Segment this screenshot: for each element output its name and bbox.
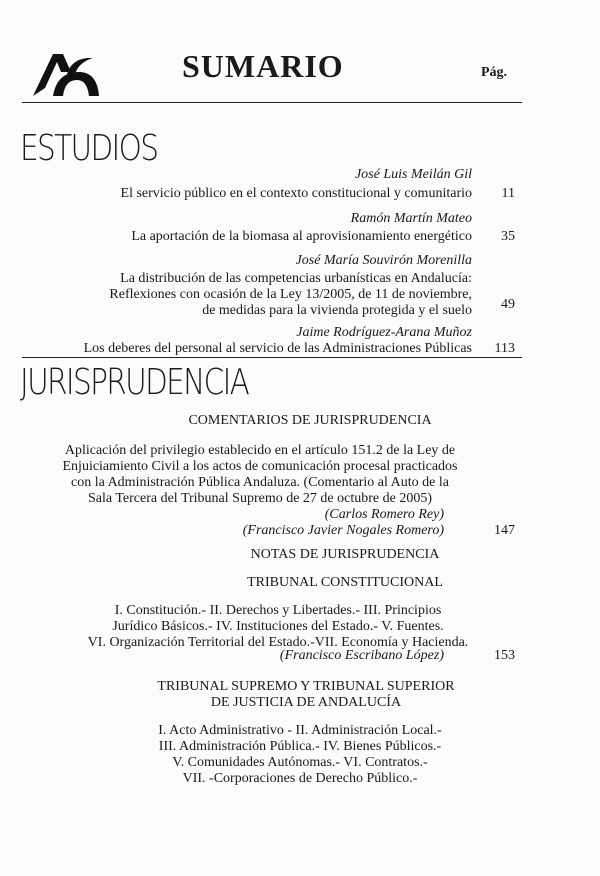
- entry-title: Los deberes del personal al servicio de las Administraciones Públicas: [83, 341, 472, 356]
- entry-page-number: 11: [501, 186, 515, 201]
- entry-author: José Luis Meilán Gil: [354, 167, 472, 182]
- comentario-line: con la Administración Pública Andaluza. (Comentario al Auto de la: [71, 475, 449, 490]
- comentario-line: Sala Tercera del Tribunal Supremo de 27 de octubre de 2005): [87, 491, 432, 506]
- subsection-heading-ts: TRIBUNAL SUPREMO Y TRIBUNAL SUPERIOR: [157, 679, 455, 694]
- page-column-label: Pág.: [481, 65, 508, 80]
- entry-title: El servicio público en el contexto constitucional y comunitario: [120, 186, 472, 201]
- subsection-heading-ts: DE JUSTICIA DE ANDALUCÍA: [210, 695, 402, 710]
- tc-summary-line: VI. Organización Territorial del Estado.-VII. Economía y Hacienda.: [87, 635, 469, 650]
- entry-author: Ramón Martín Mateo: [350, 211, 472, 226]
- tc-author: (Francisco Escribano López): [279, 648, 444, 663]
- tc-summary-line: I. Constitución.- II. Derechos y Libertades.- III. Principios: [114, 603, 442, 618]
- subsection-heading-comentarios: COMENTARIOS DE JURISPRUDENCIA: [188, 413, 432, 428]
- comentario-line: Aplicación del privilegio establecido en el artículo 151.2 de la Ley de: [64, 443, 456, 458]
- entry-page-number: 49: [501, 297, 515, 312]
- ts-summary-line: V. Comunidades Autónomas.- VI. Contratos.-: [172, 755, 428, 770]
- entry-author: José María Souvirón Morenilla: [295, 253, 472, 268]
- comentario-author: (Francisco Javier Nogales Romero): [242, 523, 444, 538]
- entry-page-number: 113: [494, 341, 515, 356]
- comentario-line: Enjuiciamiento Civil a los actos de comunicación procesal practicados: [62, 459, 458, 474]
- entry-author: Jaime Rodríguez-Arana Muñoz: [296, 325, 472, 340]
- header-divider: [22, 102, 522, 103]
- entry-title-line: La distribución de las competencias urbanísticas en Andalucía:: [120, 271, 472, 286]
- comentario-author: (Carlos Romero Rey): [324, 507, 444, 522]
- section-divider: [22, 357, 522, 358]
- entry-title-line: Reflexiones con ocasión de la Ley 13/2005, de 11 de noviembre,: [109, 287, 472, 302]
- page-title: SUMARIO: [182, 48, 344, 84]
- ts-summary-line: I. Acto Administrativo - II. Administración Local.-: [158, 723, 442, 738]
- journal-logo-icon: [31, 50, 101, 98]
- entry-title: La aportación de la biomasa al aprovisionamiento energético: [131, 229, 472, 244]
- entry-page-number: 35: [501, 229, 515, 244]
- entry-page-number: 153: [494, 648, 515, 663]
- section-heading-estudios: ESTUDIOS: [20, 128, 158, 169]
- ts-summary-line: VII. -Corporaciones de Derecho Público.-: [182, 771, 418, 786]
- subsection-heading-notas: NOTAS DE JURISPRUDENCIA: [250, 547, 440, 562]
- entry-title-line: de medidas para la vivienda protegida y el suelo: [202, 303, 472, 318]
- ts-summary-line: III. Administración Pública.- IV. Bienes Públicos.-: [158, 739, 442, 754]
- tc-summary-line: Jurídico Básicos.- IV. Instituciones del Estado.- V. Fuentes.: [112, 619, 444, 634]
- entry-page-number: 147: [494, 523, 515, 538]
- section-heading-jurisprudencia: JURISPRUDENCIA: [20, 362, 249, 403]
- subsection-heading-tc: TRIBUNAL CONSTITUCIONAL: [247, 575, 443, 590]
